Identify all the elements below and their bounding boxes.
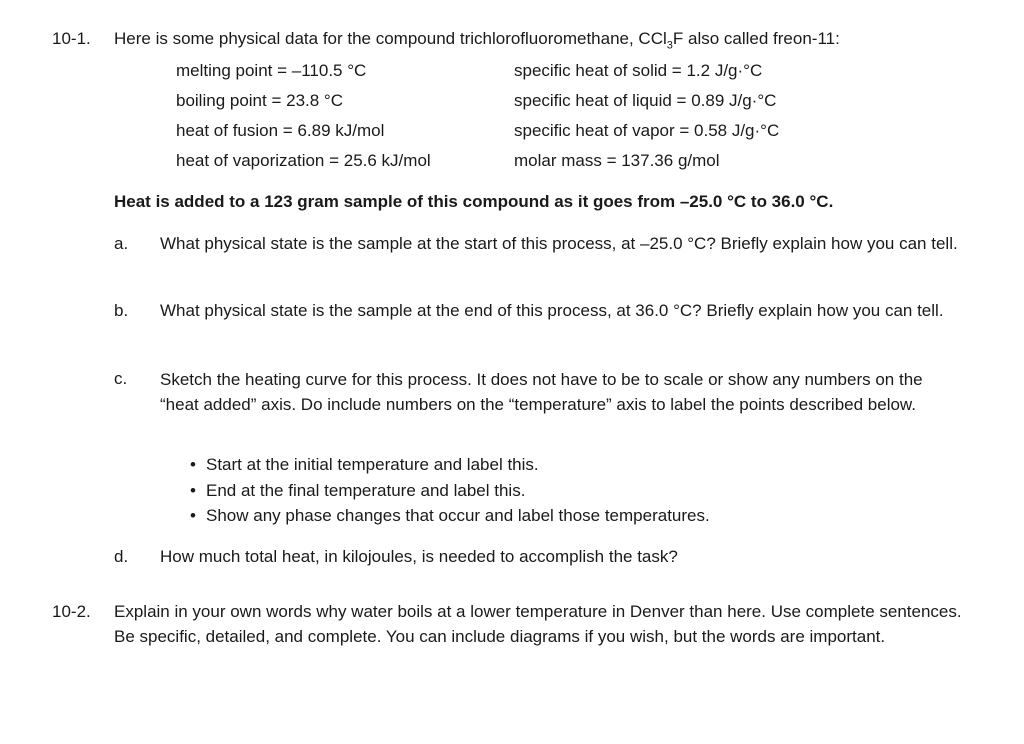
question-c-letter: c. [114,369,128,388]
specific-heat-solid: specific heat of solid = 1.2 J/g·°C [514,61,763,80]
specific-heat-liquid: specific heat of liquid = 0.89 J/g·°C [514,91,777,110]
problem-2-number: 10-2. [52,602,91,621]
melting-point: melting point = –110.5 °C [176,61,367,80]
question-c-bullets [190,452,710,529]
intro-suffix: F also called freon-11: [672,29,840,48]
question-a-text: What physical state is the sample at the start of this process, at –25.0 °C? Briefly explain how you can tell. [160,234,958,253]
molar-mass: molar mass = 137.36 g/mol [514,151,720,170]
boiling-point: boiling point = 23.8 °C [176,91,343,110]
question-b-letter: b. [114,301,129,320]
heat-of-fusion: heat of fusion = 6.89 kJ/mol [176,121,385,140]
specific-heat-vapor: specific heat of vapor = 0.58 J/g·°C [514,121,780,140]
problem-1-number: 10-1. [52,29,91,48]
bullet-start: • Start at the initial temperature and label this. [190,452,710,478]
problem-statement: Heat is added to a 123 gram sample of this compound as it goes from –25.0 °C to 36.0 °C. [114,192,834,211]
question-d-letter: d. [114,547,129,566]
question-b-text: What physical state is the sample at the end of this process, at 36.0 °C? Briefly explain how you can tell. [160,301,944,320]
bullet-phase-changes: • Show any phase changes that occur and label those temperatures. [190,503,710,529]
problem-1-intro [114,27,840,57]
heat-of-vaporization: heat of vaporization = 25.6 kJ/mol [176,151,431,170]
question-d-text: How much total heat, in kilojoules, is needed to accomplish the task? [160,547,678,566]
question-c-text: Sketch the heating curve for this process. It does not have to be to scale or show any numbers on the “heat added” axis. Do include numbers on the “temperature” axis to label the points described below. [160,370,923,414]
bullet-end: • End at the final temperature and label this. [190,478,710,504]
problem-2-text: Explain in your own words why water boils at a lower temperature in Denver than here. Use complete sentences. Be specific, detailed, and complete. You can include diagrams if you wish, but the words are important. [114,602,962,646]
intro-subscript: 3 [666,39,673,52]
intro-prefix: Here is some physical data for the compound trichlorofluoromethane, CCl [114,29,667,48]
question-a-letter: a. [114,234,129,253]
